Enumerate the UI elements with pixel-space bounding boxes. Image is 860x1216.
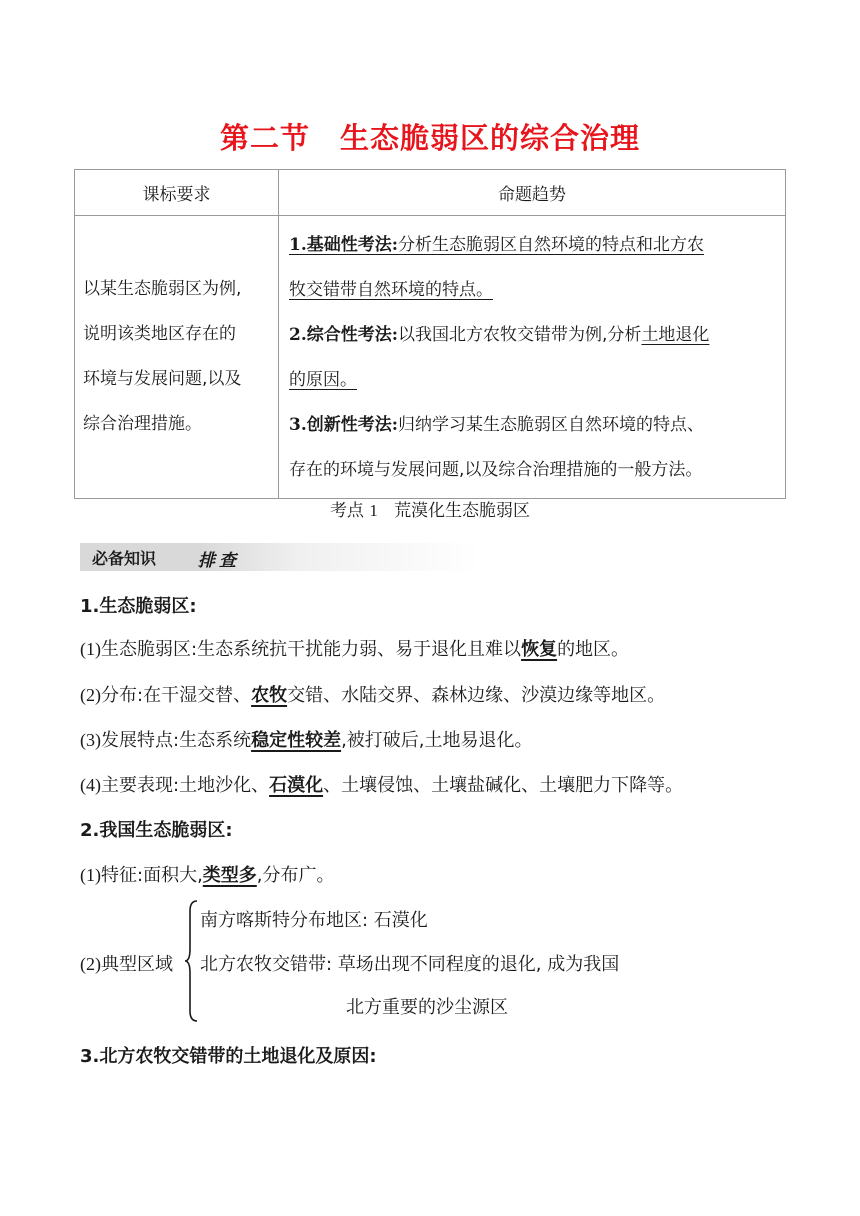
content-line-3: [80, 726, 533, 752]
heading-1: 1.生态脆弱区:: [80, 596, 197, 617]
item-text: 、土壤侵蚀、土壤盐碱化、土壤肥力下降等。: [323, 775, 684, 796]
item-text: 交错、水陆交界、森林边缘、沙漠边缘等地区。: [287, 685, 666, 706]
requirement-line: 以某生态脆弱区为例,: [83, 279, 242, 299]
item-text: 生态脆弱区:生态系统抗干扰能力弱、易于退化且难以: [101, 639, 522, 660]
item-number: (4): [80, 775, 101, 795]
section-bar: [80, 543, 480, 571]
item-text: ,被打破后,土地易退化。: [341, 730, 533, 751]
trend-label: 1.基础性考法:: [289, 235, 399, 255]
item-text: 典型区域: [101, 954, 173, 975]
region-farming-pastoral: 北方农牧交错带: 草场出现不同程度的退化, 成为我国: [200, 954, 620, 975]
content-line-5: [80, 861, 335, 887]
item-number: (1): [80, 639, 101, 659]
trend-text: 存在的环境与发展问题,以及综合治理措施的一般方法。: [289, 460, 703, 480]
curly-brace-icon: [183, 899, 199, 1023]
item-text: ,分布广。: [256, 865, 335, 886]
curriculum-table: [74, 169, 786, 499]
trend-item-1-line-2: 牧交错带自然环境的特点。: [289, 280, 493, 300]
trend-underlined: 土地退化: [641, 325, 710, 345]
section-title: 生态脆弱区的综合治理: [340, 121, 641, 155]
requirement-line: 环境与发展问题,以及: [83, 369, 242, 389]
key-term: 恢复: [521, 639, 558, 660]
section-bar-suffix: 排查: [198, 551, 240, 571]
trend-label: 3.创新性考法:: [289, 415, 399, 435]
content-line-1: [80, 635, 629, 661]
trend-item-3: [289, 403, 777, 493]
kaodian-number: 1: [369, 501, 378, 520]
key-term: 石漠化: [269, 775, 324, 796]
kaodian-name: 荒漠化生态脆弱区: [394, 501, 531, 521]
trend-item-1: [289, 223, 777, 313]
item-text: 分布:在干湿交替、: [101, 685, 252, 706]
table-body-row: [75, 216, 786, 499]
item-number: (2): [80, 685, 101, 705]
item-number: (1): [80, 865, 101, 885]
trend-item-1-line-1: [289, 235, 704, 255]
kaodian-prefix: 考点: [329, 501, 364, 521]
requirement-line: 说明该类地区存在的: [83, 324, 236, 344]
region-karst: 南方喀斯特分布地区: 石漠化: [200, 910, 428, 931]
trend-text: 以我国北方农牧交错带为例,分析: [398, 325, 642, 345]
kaodian-heading: [0, 496, 860, 521]
key-term: 农牧: [251, 685, 288, 706]
page-title: [0, 116, 860, 157]
table-header-row: [75, 170, 786, 216]
item-number: (3): [80, 730, 101, 750]
table-header-trends: 命题趋势: [279, 170, 786, 216]
item-text: 发展特点:生态系统: [101, 730, 252, 751]
region-farming-pastoral-cont: 北方重要的沙尘源区: [346, 997, 508, 1018]
content-line-4: [80, 771, 683, 797]
item-text: 特征:面积大,: [101, 865, 203, 886]
item-text: 主要表现:土地沙化、: [101, 775, 270, 796]
heading-3: 3.北方农牧交错带的土地退化及原因:: [80, 1046, 377, 1067]
trend-label: 2.综合性考法:: [289, 325, 399, 345]
table-header-requirements: 课标要求: [75, 170, 279, 216]
item-number: (2): [80, 954, 101, 974]
section-number: 第二节: [219, 121, 310, 155]
heading-2: 2.我国生态脆弱区:: [80, 820, 233, 841]
requirement-line: 综合治理措施。: [83, 414, 202, 434]
key-term: 类型多: [202, 865, 257, 886]
content-line-6: [80, 950, 173, 976]
content-line-2: [80, 681, 665, 707]
trend-text: 的原因。: [289, 370, 357, 390]
key-term: 稳定性较差: [251, 730, 342, 751]
section-bar-label: 必备知识: [92, 549, 157, 568]
trend-text: 归纳学习某生态脆弱区自然环境的特点、: [398, 415, 705, 435]
item-text: 的地区。: [557, 639, 630, 660]
trends-cell: [279, 216, 786, 499]
trend-item-2: [289, 313, 777, 403]
requirements-cell: [75, 216, 279, 499]
trend-text: 分析生态脆弱区自然环境的特点和北方农: [398, 235, 705, 255]
